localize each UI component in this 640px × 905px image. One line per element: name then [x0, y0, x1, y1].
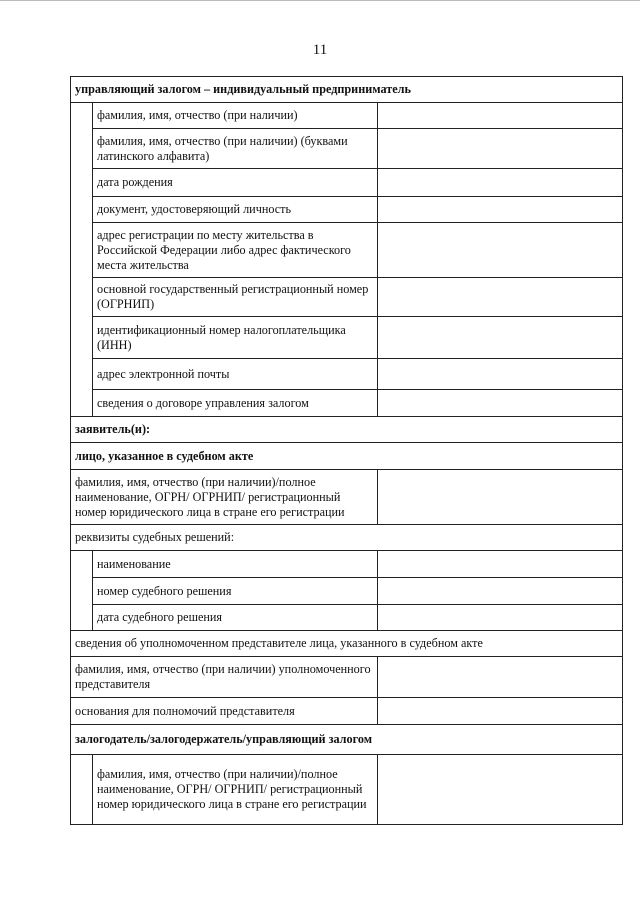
field-label: сведения о договоре управления залогом — [93, 390, 378, 417]
field-value-cell[interactable] — [378, 359, 623, 390]
field-label: номер судебного решения — [93, 578, 378, 605]
table-row — [71, 698, 623, 725]
table-row — [71, 755, 623, 825]
field-value-cell[interactable] — [378, 470, 623, 525]
field-value-cell[interactable] — [378, 755, 623, 825]
indent-cell — [71, 755, 93, 825]
field-value-cell[interactable] — [378, 578, 623, 605]
section-title-pledgor: залогодатель/залогодержатель/управляющий залогом — [71, 725, 623, 755]
field-value-cell[interactable] — [378, 169, 623, 197]
field-label: фамилия, имя, отчество (при наличии)/полное наименование, ОГРН/ ОГРНИП/ регистрационный номер юридического лица в стране его регистрации — [71, 470, 378, 525]
page-top-edge — [0, 0, 640, 4]
field-value-cell[interactable] — [378, 551, 623, 578]
field-value-cell[interactable] — [378, 103, 623, 129]
table-row — [71, 470, 623, 525]
field-value-cell[interactable] — [378, 657, 623, 698]
table-row — [71, 317, 623, 359]
page-number: 11 — [312, 42, 328, 58]
section-header-row — [71, 725, 623, 755]
field-label: основания для полномочий представителя — [71, 698, 378, 725]
field-label: документ, удостоверяющий личность — [93, 197, 378, 223]
field-value-cell[interactable] — [378, 223, 623, 278]
table-row — [71, 390, 623, 417]
field-label: наименование — [93, 551, 378, 578]
field-label: адрес электронной почты — [93, 359, 378, 390]
table-row — [71, 578, 623, 605]
section-header-row — [71, 417, 623, 443]
table-row — [71, 605, 623, 631]
registration-form-table — [70, 76, 623, 825]
field-label: дата судебного решения — [93, 605, 378, 631]
table-row — [71, 278, 623, 317]
table-row — [71, 103, 623, 129]
field-value-cell[interactable] — [378, 390, 623, 417]
field-value-cell[interactable] — [378, 129, 623, 169]
table-row — [71, 129, 623, 169]
table-row — [71, 551, 623, 578]
field-label: адрес регистрации по месту жительства в Российской Федерации либо адрес фактического места жительства — [93, 223, 378, 278]
field-label: идентификационный номер налогоплательщика (ИНН) — [93, 317, 378, 359]
table-row — [71, 657, 623, 698]
field-value-cell[interactable] — [378, 317, 623, 359]
table-row — [71, 359, 623, 390]
representative-title: сведения об уполномоченном представителе лица, указанного в судебном акте — [71, 631, 623, 657]
field-label: фамилия, имя, отчество (при наличии)/полное наименование, ОГРН/ ОГРНИП/ регистрационный номер юридического лица в стране его регистрации — [93, 755, 378, 825]
section-title-manager: управляющий залогом – индивидуальный предприниматель — [71, 77, 623, 103]
field-value-cell[interactable] — [378, 605, 623, 631]
section-header-row — [71, 631, 623, 657]
field-label: фамилия, имя, отчество (при наличии) (буквами латинского алфавита) — [93, 129, 378, 169]
table-row — [71, 169, 623, 197]
field-value-cell[interactable] — [378, 197, 623, 223]
indent-cell — [71, 551, 93, 631]
field-label: дата рождения — [93, 169, 378, 197]
field-value-cell[interactable] — [378, 278, 623, 317]
field-label: фамилия, имя, отчество (при наличии) — [93, 103, 378, 129]
field-value-cell[interactable] — [378, 698, 623, 725]
indent-cell — [71, 103, 93, 417]
court-person-title: лицо, указанное в судебном акте — [71, 443, 623, 470]
court-decisions-title: реквизиты судебных решений: — [71, 525, 623, 551]
section-header-row — [71, 77, 623, 103]
table-row — [71, 223, 623, 278]
section-header-row — [71, 525, 623, 551]
field-label: фамилия, имя, отчество (при наличии) уполномоченного представителя — [71, 657, 378, 698]
table-row — [71, 197, 623, 223]
field-label: основной государственный регистрационный номер (ОГРНИП) — [93, 278, 378, 317]
section-title-applicants: заявитель(и): — [71, 417, 623, 443]
section-header-row — [71, 443, 623, 470]
